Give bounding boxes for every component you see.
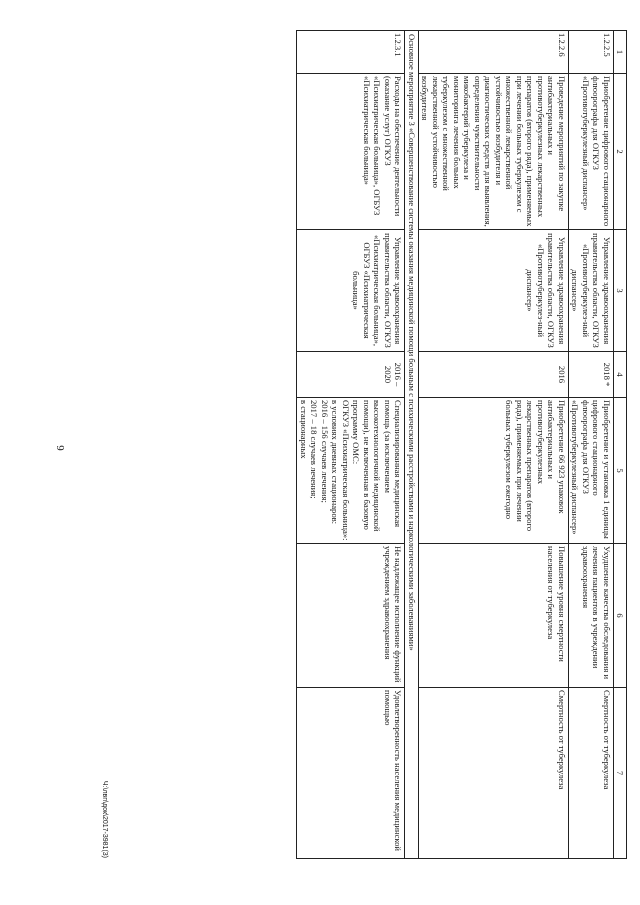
header-cell: 7	[613, 688, 626, 859]
row-name: Расходы на обеспечение деятельности (оказание услуг) ОГКУЗ «Психиатрическая больница», ОГБУЗ «Психиатрическая больница»	[297, 74, 405, 230]
row-id: 1.2.3.1	[297, 31, 405, 74]
header-cell: 4	[613, 352, 626, 398]
row-result: Приобретение и установка 1 единицы цифрового стационарного флюорографа для ОГКУЗ «Противотуберкулезный диспансер»	[568, 398, 613, 544]
header-cell: 2	[613, 74, 626, 230]
program-table	[296, 30, 627, 859]
row-executor: Управление здравоохранения правительства области, ОГКУЗ «Психиатрическая больница», ОГБУЗ «Психиатрическая больница»	[297, 230, 405, 352]
row-consequence: Не надлежащее исполнение функций учреждением здравоохранения	[297, 544, 405, 688]
header-cell: 6	[613, 544, 626, 688]
section-title: Основное мероприятие 3 «Совершенствование системы оказания медицинской помощи больным с психическими расстройствами и наркологическими заболеваниями»	[405, 31, 418, 859]
page-number: 6	[54, 445, 67, 451]
row-consequence: Ухудшение качества обследования и лечения пациентов в учреждении здравоохранения	[568, 544, 613, 688]
header-cell: 3	[613, 230, 626, 352]
row-period: 2016 – 2020	[297, 352, 405, 398]
rotated-table-area	[101, 30, 627, 858]
table-row	[568, 31, 613, 859]
row-indicator: Удовлетворенность населения медицинской помощью	[297, 688, 405, 859]
row-indicator: Смертность от туберкулеза	[418, 688, 568, 859]
row-indicator: Смертность от туберкулеза	[568, 688, 613, 859]
row-executor: Управление здравоохранения правительства области, ОГКУЗ «Противотуберкулез-ный диспансер»	[418, 230, 568, 352]
header-cell: 1	[613, 31, 626, 74]
row-name: Приобретение цифрового стационарного флюорографа для ОГКУЗ «Противотуберкулезный диспансер»	[568, 74, 613, 230]
row-result: Приобретение 66 923 упаковок антибактериальных и противотуберкулезных лекарственных препаратов (второго ряда), применяемых при лечении больных туберкулезом ежегодно	[418, 398, 568, 544]
row-period: 2018 *	[568, 352, 613, 398]
document-code: Ч:\лвп\док\2017-3981(3)	[101, 780, 108, 858]
row-id: 1.2.2.5	[568, 31, 613, 74]
header-cell: 5	[613, 398, 626, 544]
table-row	[297, 31, 405, 859]
table-row	[418, 31, 568, 859]
table-header-row	[613, 31, 626, 859]
row-result: Специализированная медицинская помощь (за исключением высокотехнологичной медицинской помощи), не включенная в базовую программу ОМС: ОГКУЗ «Психиатрическая больница»: в условиях дневных стационаров: 2016 – 156 случаев лечения; 2017 – 18 случаев лечения; в стационарных	[297, 398, 405, 544]
row-id: 1.2.2.6	[418, 31, 568, 74]
row-period: 2016	[418, 352, 568, 398]
section-row	[405, 31, 418, 859]
row-name: Проведение мероприятий по закупке антибактериальных и противотуберкулезных лекарственных препаратов (второго ряда), применяемых при лечении больных туберкулезом с множественной лекарственной устойчивостью возбудителя и диагностических средств для выявления, определения чувствительности микобактерий туберкулеза и мониторинга лечения больных туберкулезом с множественной лекарственной устойчивостью возбудителя	[418, 74, 568, 230]
row-executor: Управление здравоохранения правительства области, ОГКУЗ «Противотуберкулез-ный диспансер»	[568, 230, 613, 352]
row-consequence: Повышение уровня смертности населения от туберкулеза	[418, 544, 568, 688]
